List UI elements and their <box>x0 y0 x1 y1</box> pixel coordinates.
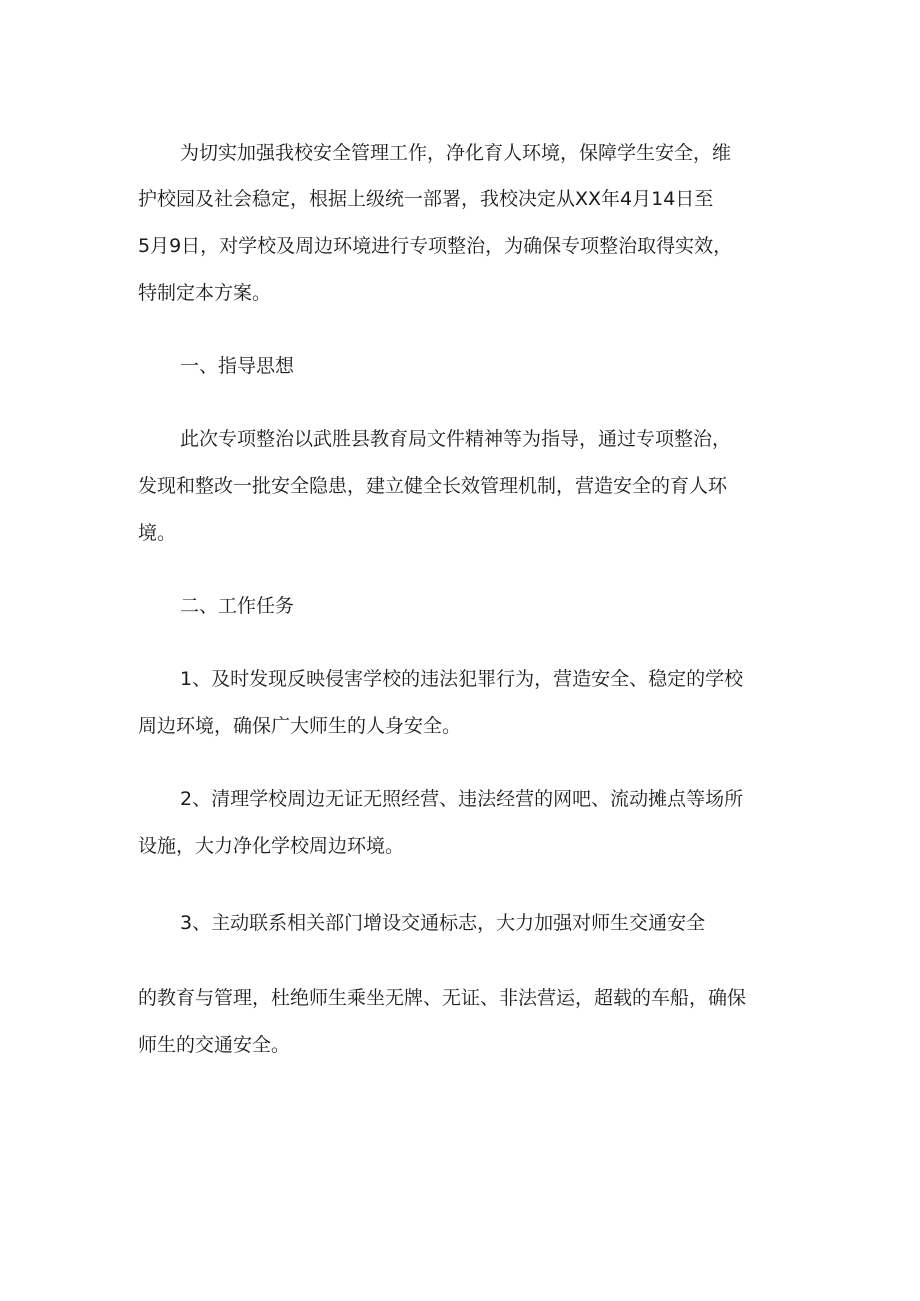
task-2-line-1: 2、清理学校周边无证无照经营、违法经营的网吧、流动摊点等场所 <box>180 788 744 810</box>
task-2-line-2: 设施，大力净化学校周边环境。 <box>138 835 405 857</box>
section2-heading: 二、工作任务 <box>180 595 295 617</box>
intro-line-3: 5月9日，对学校及周边环境进行专项整治，为确保专项整治取得实效， <box>138 235 733 257</box>
section1-line-1: 此次专项整治以武胜县教育局文件精神等为指导，通过专项整治， <box>180 428 732 450</box>
task-3-line-3: 师生的交通安全。 <box>138 1034 291 1056</box>
section1-line-2: 发现和整改一批安全隐患，建立健全长效管理机制，营造安全的育人环 <box>138 475 728 497</box>
intro-line-2: 护校园及社会稳定，根据上级统一部署，我校决定从XX年4月14日至 <box>138 188 714 210</box>
intro-line-1: 为切实加强我校安全管理工作，净化育人环境，保障学生安全，维 <box>180 142 732 164</box>
intro-line-4: 特制定本方案。 <box>138 282 272 304</box>
task-3-line-2: 的教育与管理，杜绝师生乘坐无牌、无证、非法营运，超载的车船，确保 <box>138 987 747 1009</box>
task-1-line-2: 周边环境，确保广大师生的人身安全。 <box>138 715 462 737</box>
task-1-line-1: 1、及时发现反映侵害学校的违法犯罪行为，营造安全、稳定的学校 <box>180 668 744 690</box>
section1-heading: 一、指导思想 <box>180 355 295 377</box>
task-3-line-1: 3、主动联系相关部门增设交通标志，大力加强对师生交通安全 <box>180 912 706 934</box>
section1-line-3: 境。 <box>138 522 177 544</box>
